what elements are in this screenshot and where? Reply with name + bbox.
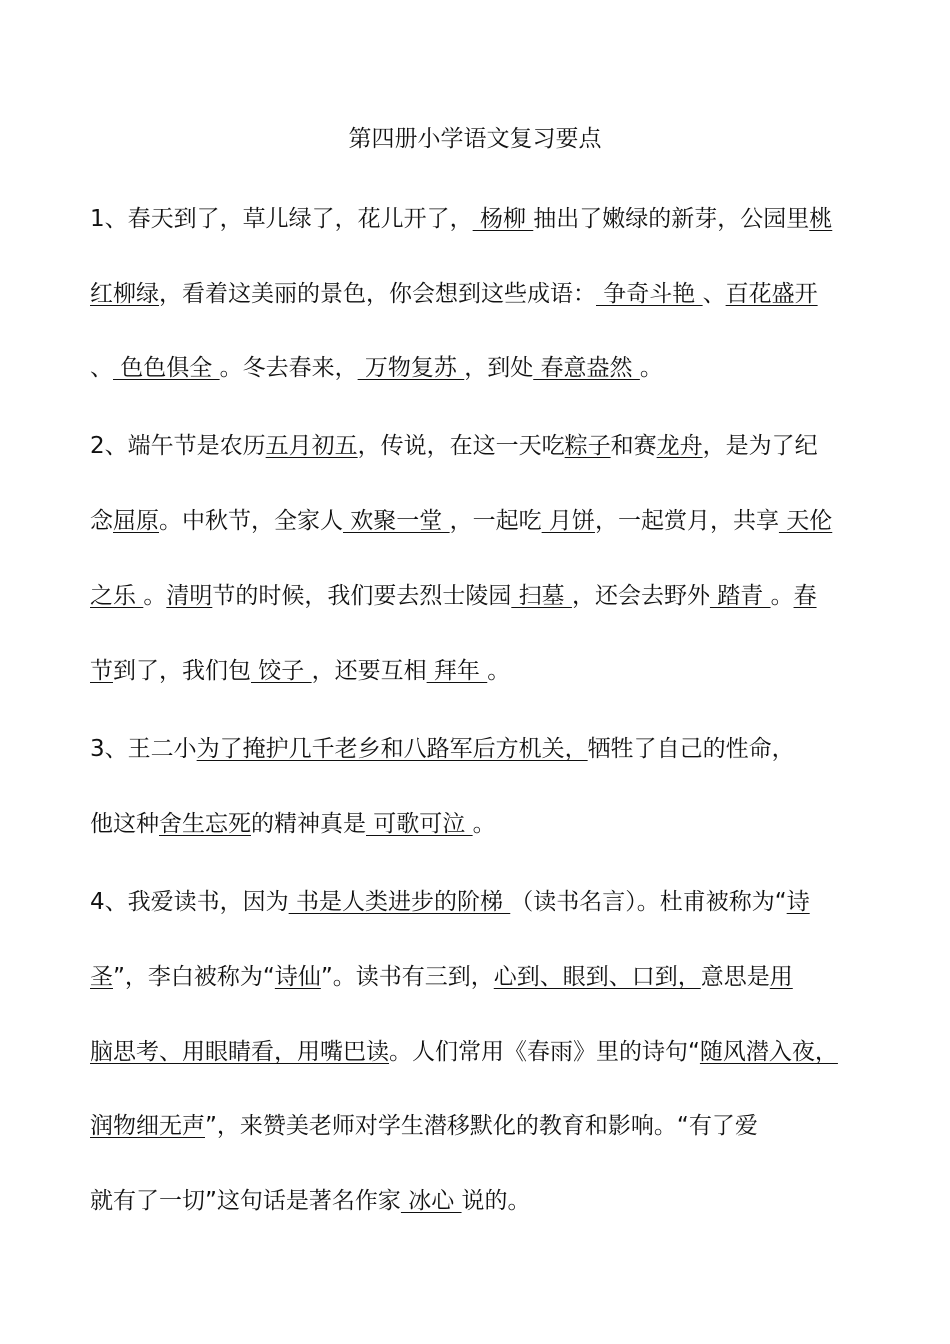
text-segment: 。 bbox=[639, 355, 663, 381]
text-line bbox=[90, 655, 870, 687]
text-segment: 就有了一切”这句话是著名作家 bbox=[90, 1188, 401, 1214]
text-line bbox=[90, 430, 870, 462]
text-segment: 2、端午节是农历 bbox=[90, 433, 266, 459]
text-segment: ，一起吃 bbox=[449, 508, 542, 534]
text-segment: ”。读书有三到， bbox=[320, 964, 494, 990]
text-segment: ，是为了纪 bbox=[702, 433, 818, 459]
page-title: 第四册小学语文复习要点 bbox=[348, 126, 602, 152]
answer-blank: 诗仙 bbox=[274, 964, 321, 990]
answer-blank: 色色俱全 bbox=[113, 355, 220, 381]
text-segment: 。冬去春来， bbox=[219, 355, 358, 381]
text-segment: ”，来赞美老师对学生潜移默化的教育和影响。“有了爱 bbox=[205, 1113, 758, 1139]
text-line bbox=[90, 352, 870, 384]
text-segment: （读书名言）。杜甫被称为“ bbox=[510, 889, 787, 915]
text-segment: 意思是 bbox=[700, 964, 770, 990]
answer-blank: 天伦 bbox=[778, 508, 833, 534]
answer-blank: 节 bbox=[90, 658, 113, 684]
text-line bbox=[90, 808, 870, 840]
text-segment: 念 bbox=[90, 508, 113, 534]
text-segment: ，到处 bbox=[464, 355, 534, 381]
answer-blank: 五月初五 bbox=[265, 433, 358, 459]
answer-blank: 万物复苏 bbox=[357, 355, 465, 381]
answer-blank: 扫墓 bbox=[511, 583, 572, 609]
answer-blank: 杨柳 bbox=[472, 206, 534, 232]
text-segment: 。 bbox=[472, 811, 496, 837]
answer-blank: 欢聚一堂 bbox=[343, 508, 450, 534]
text-segment: 他这种 bbox=[90, 811, 159, 837]
text-line bbox=[90, 505, 870, 537]
answer-blank: 随风潜入夜， bbox=[699, 1039, 838, 1065]
answer-blank: 春 bbox=[793, 583, 817, 609]
text-line bbox=[90, 886, 870, 918]
answer-blank: 书是人类进步的阶梯 bbox=[288, 889, 511, 915]
text-segment: 。中秋节，全家人 bbox=[159, 508, 343, 534]
answer-blank: 月饼 bbox=[541, 508, 595, 534]
answer-blank: 圣 bbox=[90, 964, 113, 990]
answer-blank: 诗 bbox=[786, 889, 810, 915]
text-line bbox=[90, 278, 870, 310]
text-segment: 。人们常用《春雨》里的诗句“ bbox=[389, 1039, 700, 1065]
answer-blank: 为了掩护几千老乡和八路军后方机关， bbox=[196, 736, 588, 762]
text-segment: 和赛 bbox=[610, 433, 657, 459]
text-line bbox=[90, 1036, 870, 1068]
answer-blank: 脑思考、用眼睛看，用嘴巴读 bbox=[90, 1039, 389, 1065]
answer-blank: 之乐 bbox=[90, 583, 144, 609]
answer-blank: 百花盛开 bbox=[725, 281, 818, 307]
text-segment: 的精神真是 bbox=[251, 811, 366, 837]
answer-blank: 拜年 bbox=[426, 658, 488, 684]
text-segment: ，看着这美丽的景色，你会想到这些成语： bbox=[159, 281, 596, 307]
text-segment: 4、我爱读书，因为 bbox=[90, 889, 289, 915]
text-segment: 牺牲了自己的性命， bbox=[587, 736, 795, 762]
text-segment: ，还要互相 bbox=[311, 658, 427, 684]
answer-blank: 龙舟 bbox=[656, 433, 703, 459]
answer-blank: 冰心 bbox=[400, 1188, 462, 1214]
text-segment: 1、春天到了，草儿绿了，花儿开了， bbox=[90, 206, 473, 232]
text-line bbox=[90, 961, 870, 993]
text-line bbox=[90, 1110, 870, 1142]
text-line bbox=[90, 1185, 870, 1217]
text-segment: ”，李白被称为“ bbox=[113, 964, 275, 990]
text-segment: ，一起赏月，共享 bbox=[594, 508, 779, 534]
answer-blank: 红柳绿 bbox=[90, 281, 159, 307]
text-line bbox=[90, 733, 870, 765]
text-segment: 抽出了嫩绿的新芽，公园里 bbox=[533, 206, 810, 232]
text-segment: 节的时候，我们要去烈士陵园 bbox=[212, 583, 512, 609]
text-segment: 到了，我们包 bbox=[113, 658, 251, 684]
text-line bbox=[90, 203, 870, 235]
answer-blank: 饺子 bbox=[251, 658, 312, 684]
text-segment: 说的。 bbox=[461, 1188, 531, 1214]
text-segment: 、 bbox=[702, 281, 726, 307]
text-segment: 。 bbox=[770, 583, 794, 609]
text-line bbox=[90, 580, 870, 612]
answer-blank: 可歌可泣 bbox=[366, 811, 473, 837]
text-segment: 、 bbox=[90, 355, 113, 381]
answer-blank: 舍生忘死 bbox=[159, 811, 251, 837]
answer-blank: 用 bbox=[769, 964, 793, 990]
answer-blank: 粽子 bbox=[564, 433, 611, 459]
answer-blank: 心到、眼到、口到， bbox=[493, 964, 701, 990]
answer-blank: 踏青 bbox=[709, 583, 771, 609]
answer-blank: 桃 bbox=[809, 206, 833, 232]
answer-blank: 润物细无声 bbox=[90, 1113, 205, 1139]
answer-blank: 屈原 bbox=[113, 508, 159, 534]
answer-blank: 春意盎然 bbox=[533, 355, 640, 381]
answer-blank: 清明 bbox=[166, 583, 213, 609]
answer-blank: 争奇斗艳 bbox=[596, 281, 703, 307]
text-segment: 3、王二小 bbox=[90, 736, 197, 762]
text-segment: 。 bbox=[143, 583, 167, 609]
text-segment: ，还会去野外 bbox=[571, 583, 710, 609]
text-segment: ，传说，在这一天吃 bbox=[357, 433, 565, 459]
text-segment: 。 bbox=[487, 658, 511, 684]
